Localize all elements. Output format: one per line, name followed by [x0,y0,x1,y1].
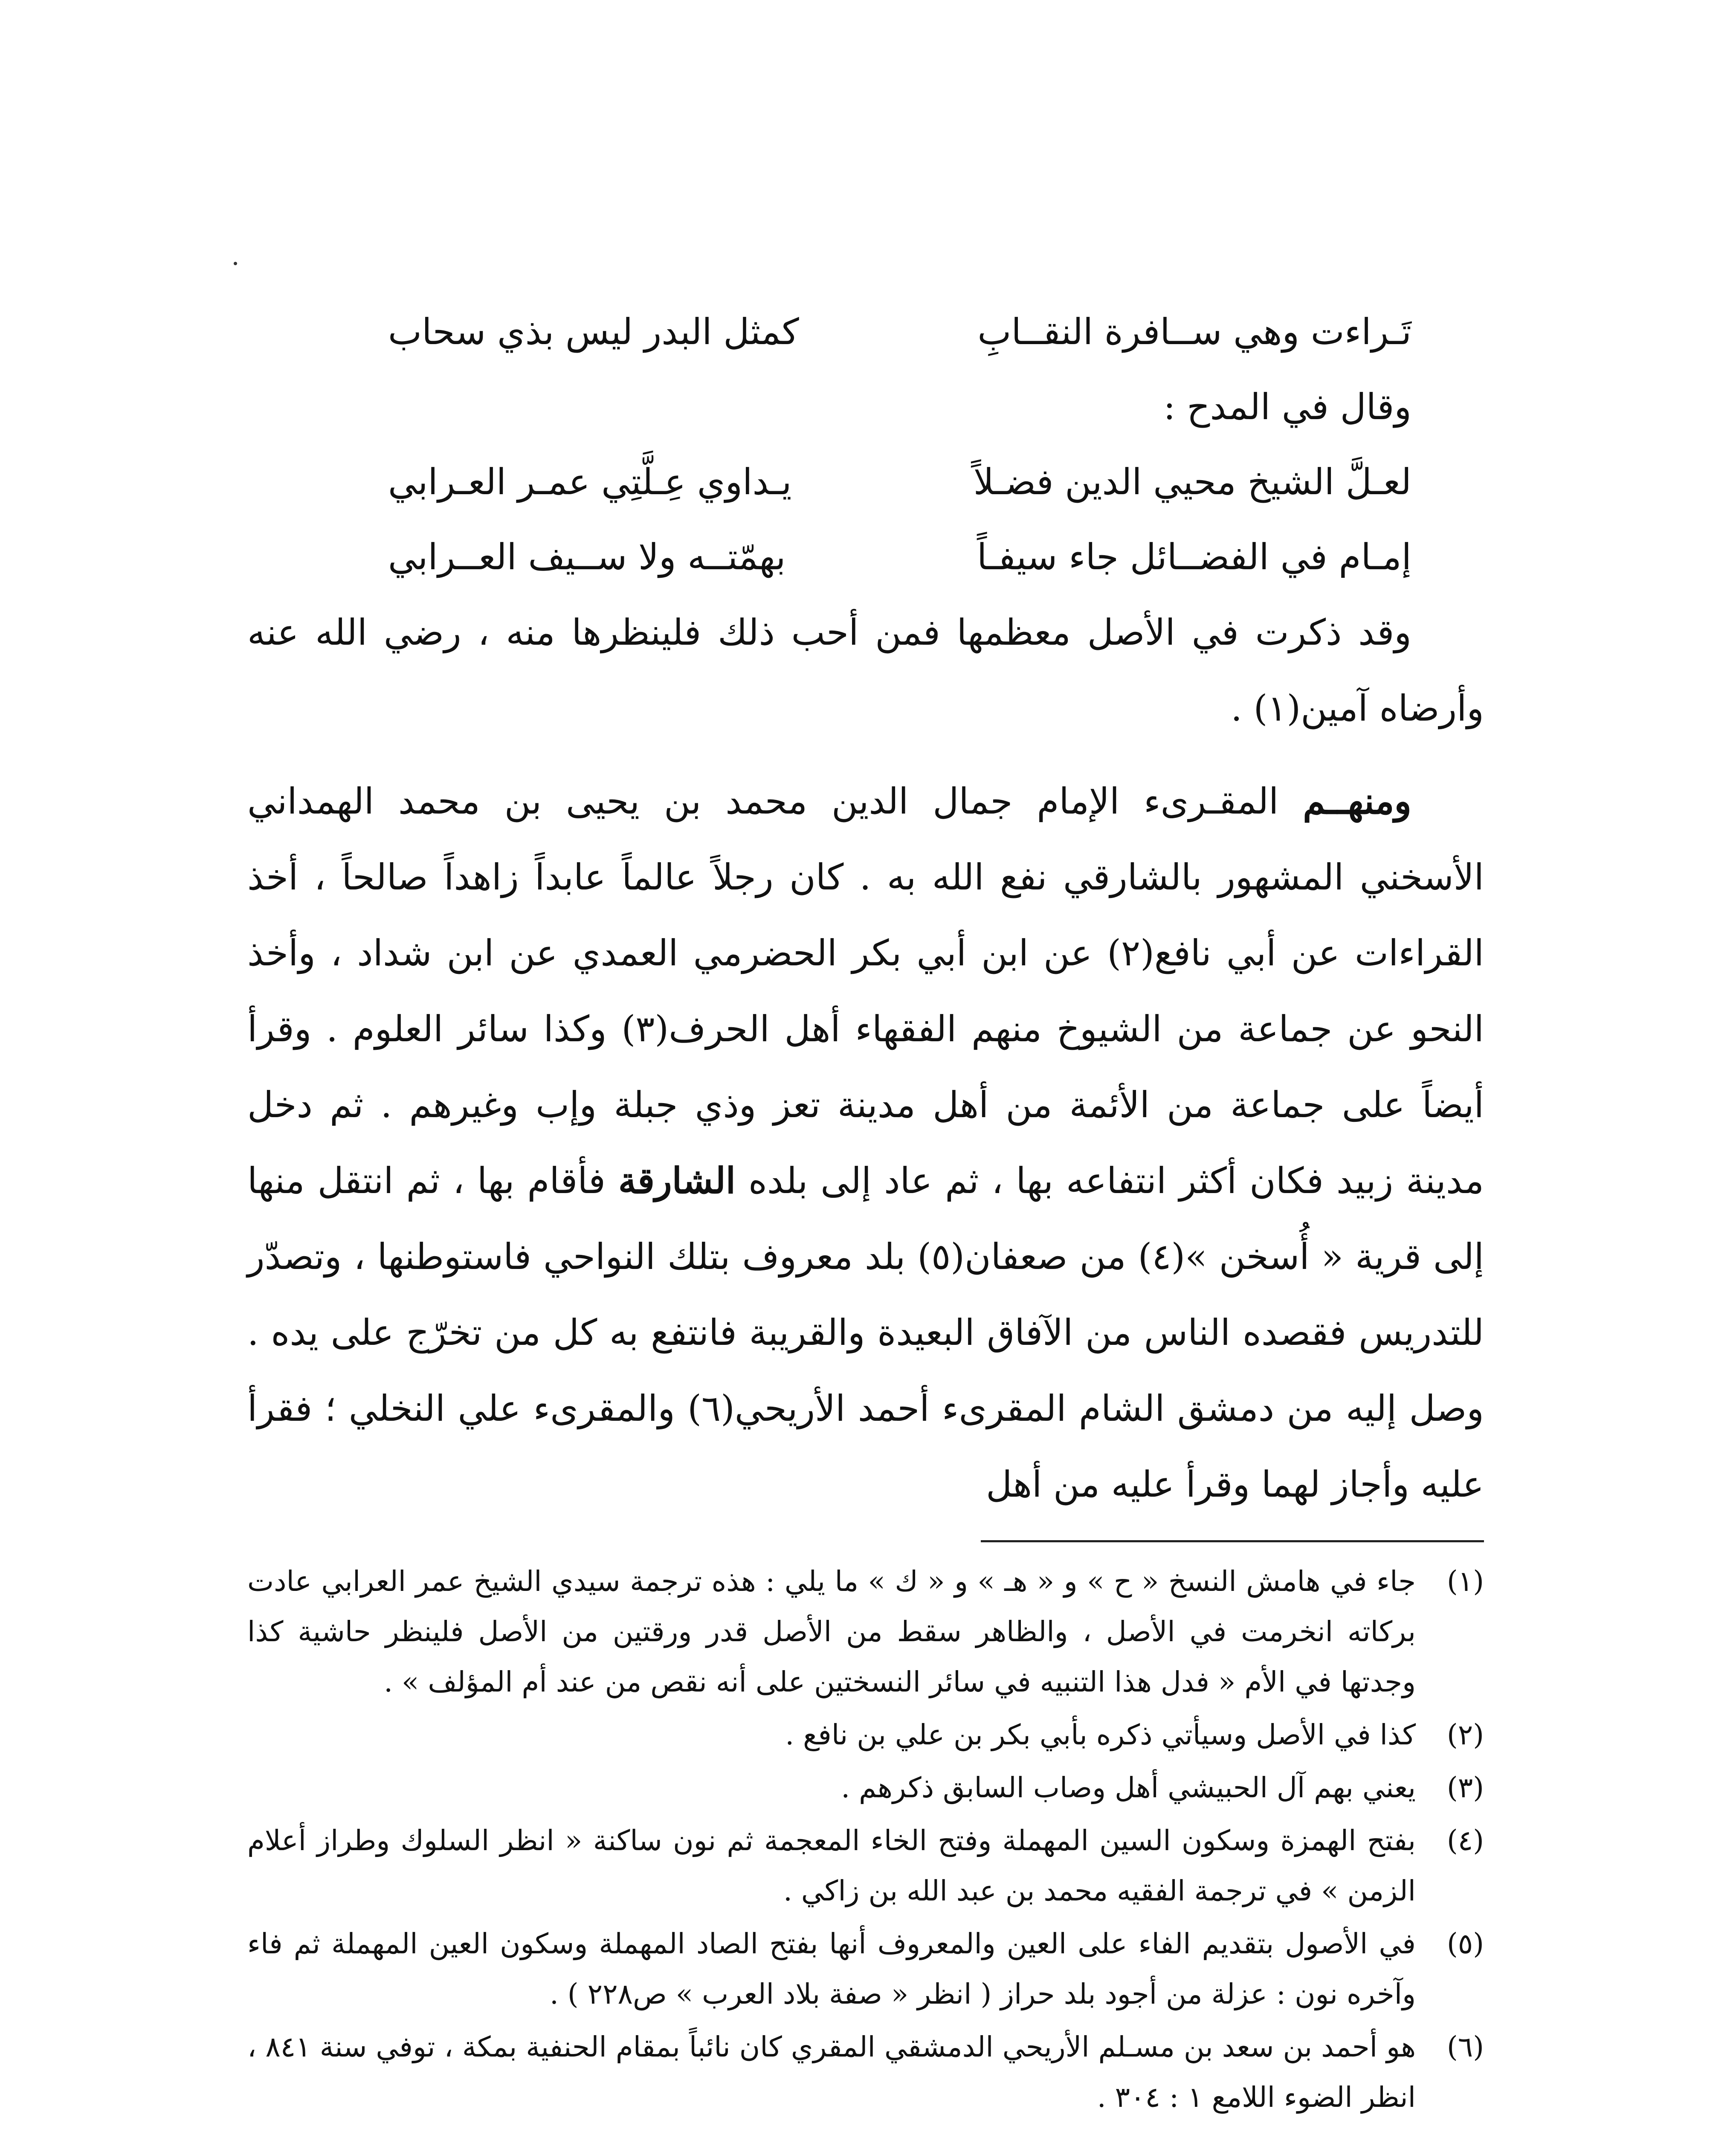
paragraph-text: المقـرىء الإمام جمال الدين محمد بن يحيى بن محمد الهمداني الأسخني المشهور بالشارقي نفع الله به . كان رجلاً عالماً عابداً زاهداً صالحاً ، أخذ القراءات عن أبي نافع(٢) عن ابن أبي بكر الحضرمي العمدي عن ابن شداد ، وأخذ النحو عن جماعة من الشيوخ منهم الفقهاء أهل الحرف(٣) وكذا سائر العلوم . وقرأ أيضاً على جماعة من الأئمة من أهل مدينة تعز وذي جبلة وإب وغيرهم . ثم دخل مدينة زبيد فكان أكثر انتفاعه بها ، ثم عاد إلى بلده [247,780,1484,1202]
footnote-number: (٣) [1447,1771,1484,1804]
paragraph-text: فأقام بها ، ثم انتقل منها إلى قرية « أُسخن »(٤) من صعفان(٥) بلد معروف بتلك النواحي فاستوطنها ، وتصدّر للتدريس فقصده الناس من الآفاق البعيدة والقريبة فانتفع به كل من تخرّج على يده . وصل إليه من دمشق الشام المقرىء أحمد الأريحي(٦) والمقرىء علي النخلي ؛ فقرأ عليه وأجاز لهما وقرأ عليه من أهل [247,1160,1484,1505]
footnote-text: بفتح الهمزة وسكون السين المهملة وفتح الخاء المعجمة ثم نون ساكنة « انظر السلوك وطراز أعلام الزمن » في ترجمة الفقيه محمد بن عبد الله بن زاكي . [247,1824,1416,1907]
verse-line [388,519,1411,594]
footnote-number: (١) [1447,1565,1484,1598]
paragraph-closing: وقد ذكرت في الأصل معظمها فمن أحب ذلك فلينظرها منه ، رضي الله عنه وأرضاه آمين(١) . [247,611,1484,729]
footnote-number: (٤) [1447,1824,1484,1857]
footnote [247,1919,1484,2019]
verse-first-hemistich: تَـراءت وهي ســافرة النقــابِ [977,311,1411,353]
footnote [247,1816,1484,1916]
verse-second-hemistich: كمثل البدر ليس بذي سحاب [388,311,799,353]
footnotes [247,1556,1484,2125]
place-name: الشارقة [618,1159,736,1202]
footnote-text: في الأصول بتقديم الفاء على العين والمعروف أنها بفتح الصاد المهملة وسكون العين المهملة ثم فاء وآخره نون : عزلة من أجود بلد حراز ( انظر « صفة بلاد العرب » ص٢٢٨ ) . [247,1927,1416,2010]
footnote-text: كذا في الأصل وسيأتي ذكره بأبي بكر بن علي بن نافع . [785,1718,1416,1751]
verse-line [388,444,1411,519]
paragraph-lead-word: ومنهــم [1303,780,1411,822]
footnote-text: جاء في هامش النسخ « ح » و « هـ » و « ك » ما يلي : هذه ترجمة سيدي الشيخ عمر العرابي عادت بركاته انخرمت في الأصل ، والظاهر سقط من الأصل قدر ورقتين من الأصل فلينظر حاشية كذا وجدتها في الأم « فدل هذا التنبيه في سائر النسختين على أنه نقص من عند أم المؤلف » . [247,1565,1416,1698]
praise-intro: وقال في المدح : [1163,386,1411,428]
footnote-number: (٢) [1447,1718,1484,1751]
footnote-text: يعني بهم آل الحبيشي أهل وصاب السابق ذكرهم . [841,1771,1416,1804]
footnote-separator [981,1540,1484,1542]
footnote [247,1763,1484,1813]
verse-second-hemistich: يـداوي عِـلَّتِي عمـر العـرابي [388,461,792,503]
stray-mark [234,262,237,265]
verse-line [388,294,1411,369]
footnote [247,1556,1484,1707]
verse-second-hemistich: بهمّتــه ولا ســيف العــرابي [388,536,786,578]
main-text [247,294,1484,1522]
footnote [247,2022,1484,2123]
footnote-number: (٦) [1447,2031,1484,2063]
verse-first-hemistich: إمـام في الفضــائل جاء سيفـاً [977,536,1411,578]
footnote-text: هو أحمد بن سعد بن مسـلم الأريحي الدمشقي المقري كان نائباً بمقام الحنفية بمكة ، توفي سنة ٨٤١ ، انظر الضوء اللامع ١ : ٣٠٤ . [247,2031,1416,2114]
footnote-number: (٥) [1447,1927,1484,1960]
paragraph-biography [247,763,1484,1522]
verse-first-hemistich: لعـلَّ الشيخ محيي الدين فضـلاً [973,461,1411,503]
footnote [247,1710,1484,1760]
